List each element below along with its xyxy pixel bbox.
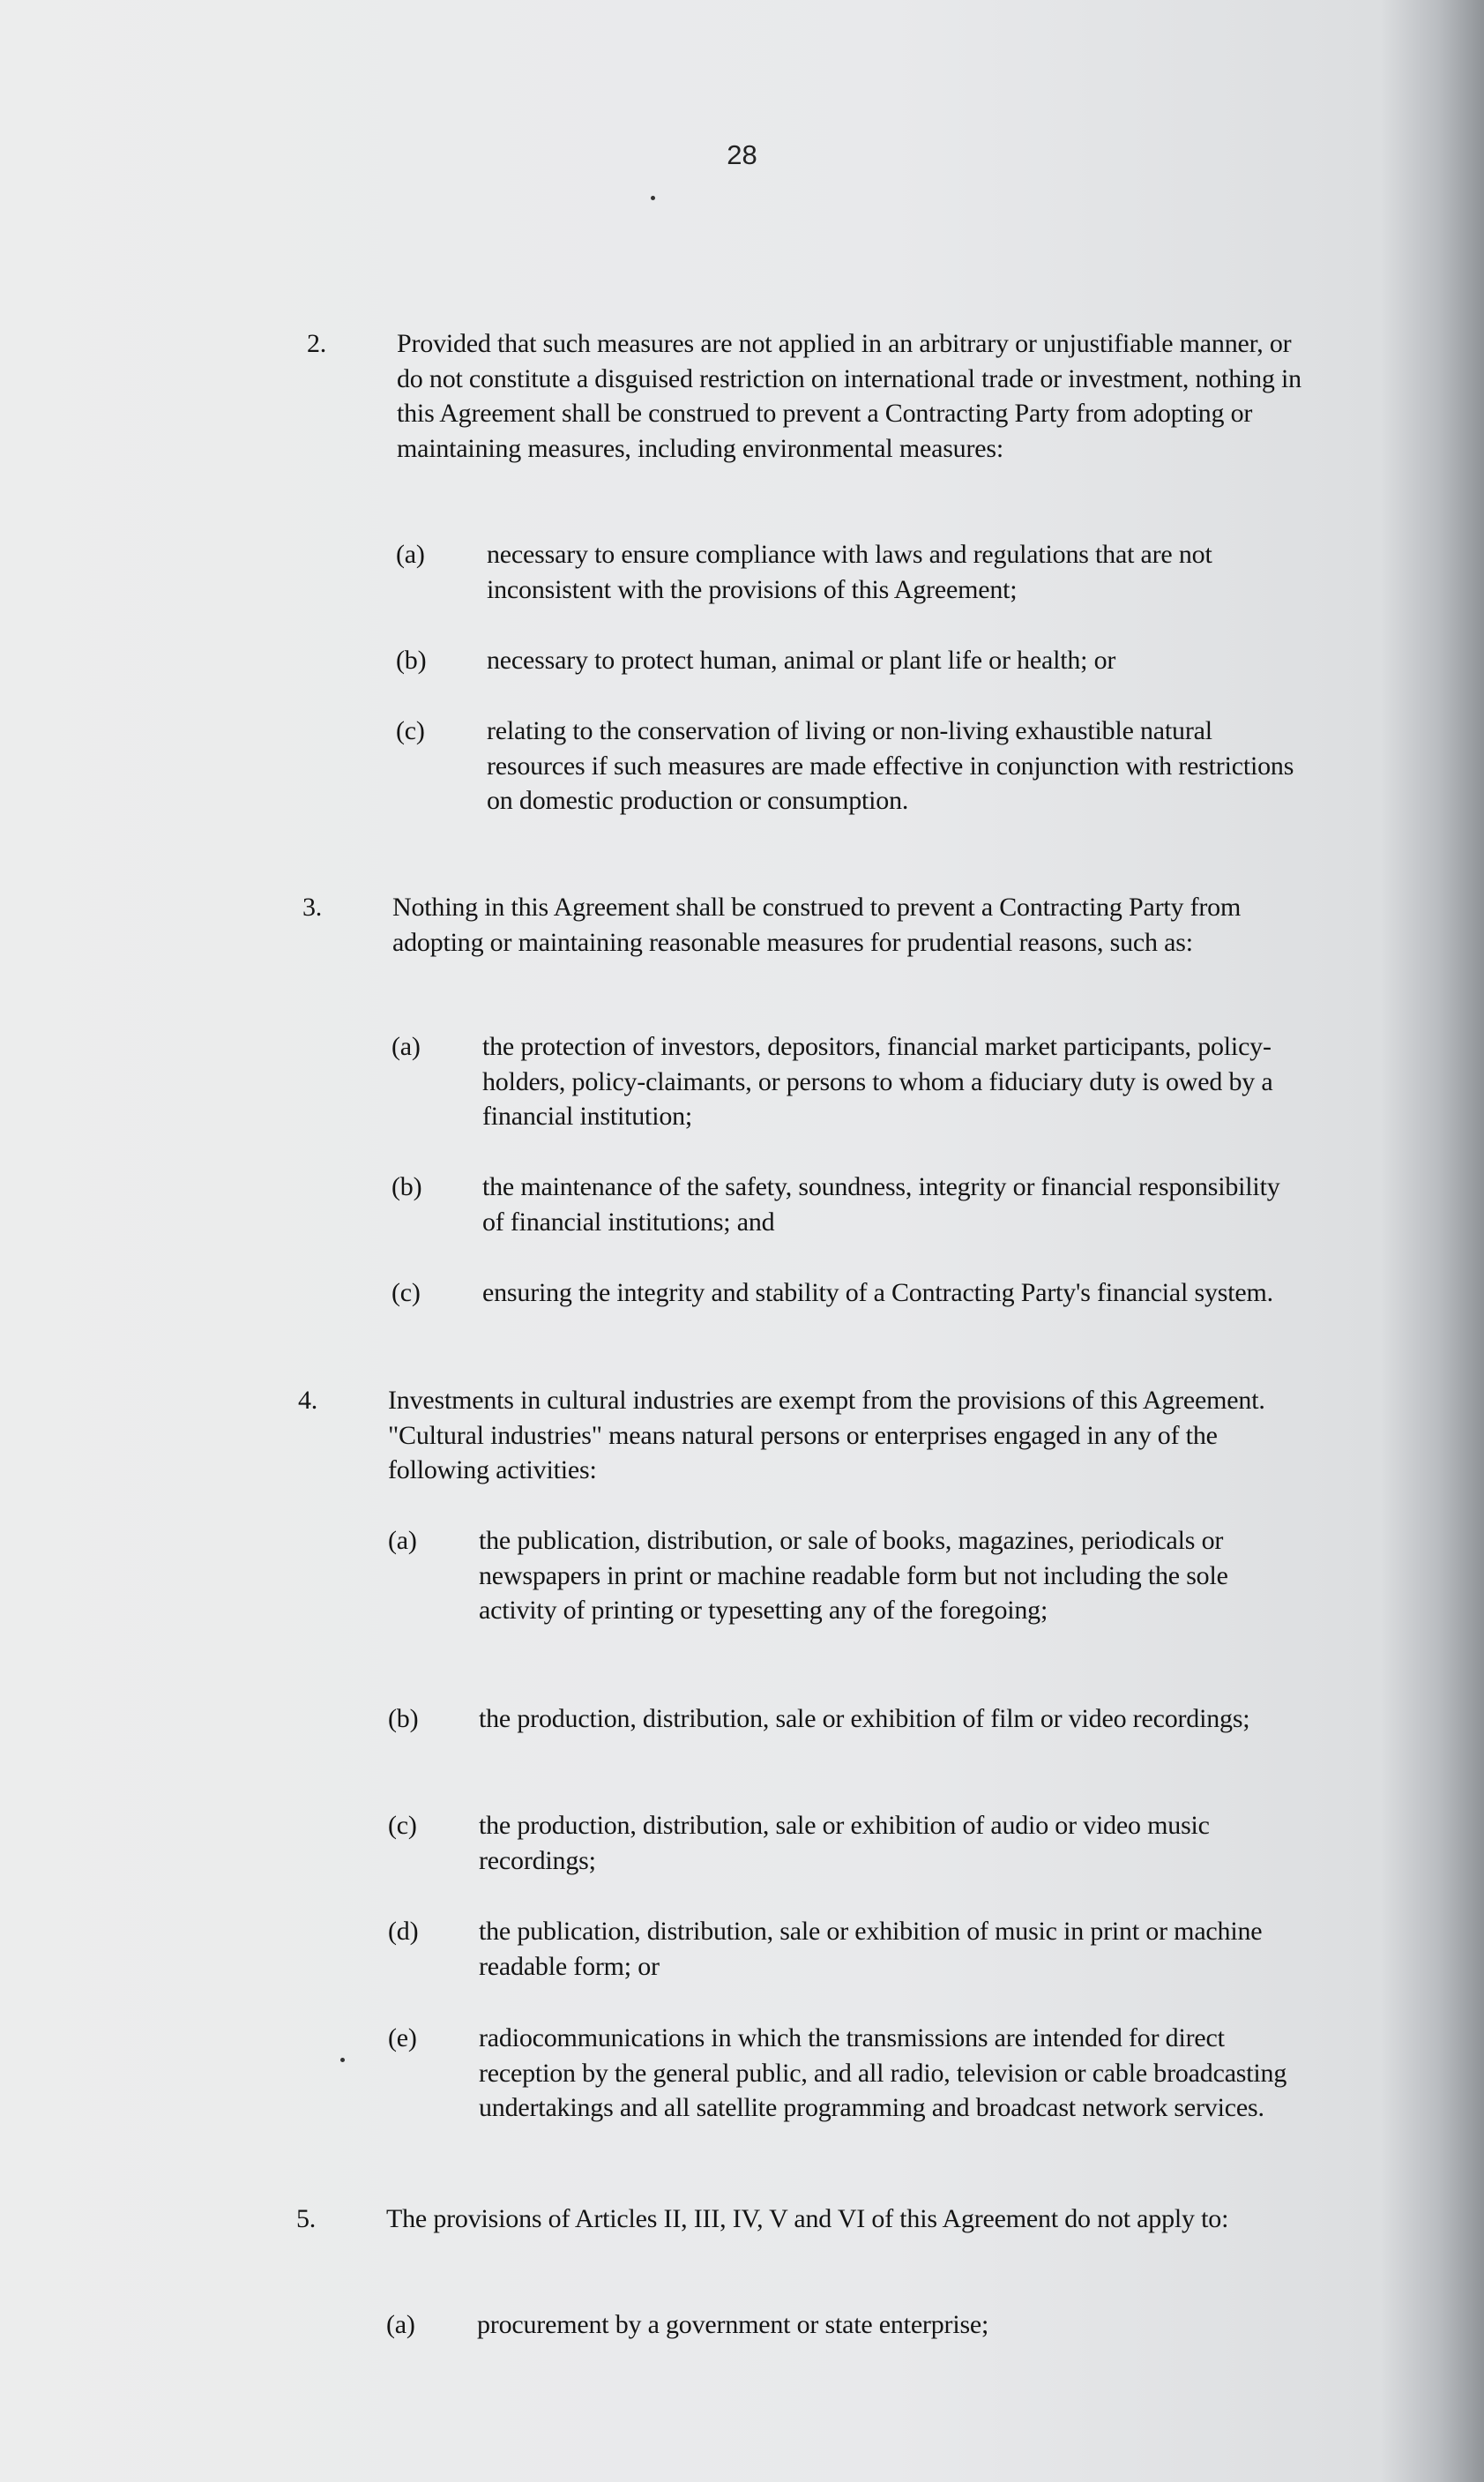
subclause-text: ensuring the integrity and stability of a Contracting Party's financial system. [482,1278,1273,1307]
page-number: 28 [727,139,757,170]
subclause-label: (e) [388,2023,417,2052]
scan-speck [651,196,655,200]
paragraph-text: Investments in cultural industries are exempt from the provisions of this Agreement. "Cultural industries" means natural persons or enterprises engaged in any of the following activities: [388,1386,1265,1484]
subclause-label: (a) [386,2310,415,2339]
subclause-text: relating to the conservation of living or non-living exhaustible natural resources if such measures are made effective in conjunction with restrictions on domestic production or consumption. [487,716,1294,815]
subclause-text: radiocommunications in which the transmissions are intended for direct reception by the general public, and all radio, television or cable broadcasting undertakings and all satellite programming and broadcast network services. [479,2023,1287,2122]
paragraph-number: 5. [296,2204,317,2233]
paragraph-number: 3. [302,893,323,922]
paragraph-text: Provided that such measures are not applied in an arbitrary or unjustifiable manner, or do not constitute a disguised restriction on international trade or investment, nothing in this Agreement shall be construed to prevent a Contracting Party from adopting or maintaining measures, including environmental measures: [397,329,1301,463]
subclause-label: (a) [388,1526,417,1555]
paragraph-number: 2. [307,329,327,358]
subclause-label: (c) [396,716,425,745]
subclause-label: (a) [392,1032,421,1061]
subclause-text: the protection of investors, depositors, financial market participants, policy-holders, policy-claimants, or persons to whom a fiduciary duty is owed by a financial institution; [482,1032,1273,1131]
subclause-label: (c) [392,1278,421,1307]
paragraph-number: 4. [298,1386,318,1415]
subclause-text: the production, distribution, sale or exhibition of film or video recordings; [479,1704,1250,1733]
paragraph-text: Nothing in this Agreement shall be construed to prevent a Contracting Party from adopting or maintaining reasonable measures for prudential reasons, such as: [392,893,1242,957]
subclause-text: procurement by a government or state enterprise; [477,2310,989,2339]
subclause-label: (b) [392,1172,422,1201]
subclause-label: (a) [396,540,425,569]
paragraph-text: The provisions of Articles II, III, IV, V and VI of this Agreement do not apply to: [386,2204,1229,2233]
subclause-label: (d) [388,1917,419,1946]
subclause-text: the publication, distribution, or sale of books, magazines, periodicals or newspapers in print or machine readable form but not including the sole activity of printing or typesetting any of the foregoing; [479,1526,1228,1625]
subclause-label: (b) [388,1704,419,1733]
subclause-label: (c) [388,1811,417,1840]
subclause-text: necessary to ensure compliance with laws and regulations that are not inconsistent with the provisions of this Agreement; [487,540,1212,604]
subclause-text: the production, distribution, sale or exhibition of audio or video music recordings; [479,1811,1210,1875]
subclause-label: (b) [396,646,427,675]
subclause-text: the maintenance of the safety, soundness, integrity or financial responsibility of financial institutions; and [482,1172,1280,1237]
scan-speck [340,2058,345,2062]
subclause-text: the publication, distribution, sale or exhibition of music in print or machine readable form; or [479,1917,1263,1981]
subclause-text: necessary to protect human, animal or plant life or health; or [487,646,1116,675]
